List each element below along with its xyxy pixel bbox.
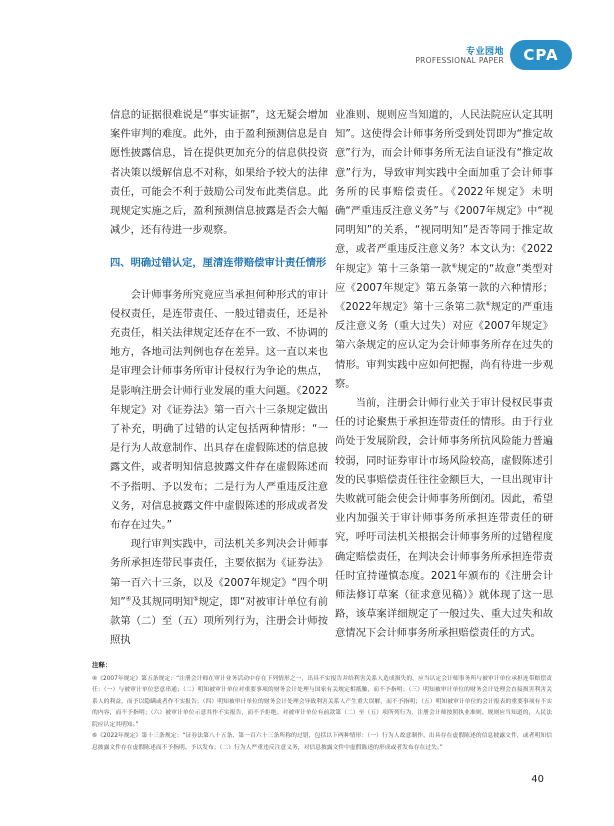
page-number: 40 <box>531 774 544 785</box>
column-title-en: PROFESSIONAL PAPER <box>415 56 504 65</box>
footnote-ref: ⑥ <box>451 262 458 270</box>
paragraph-text: 业准则、规则应当知道的，人民法院应认定其明知”。这使得会计师事务所受到处罚即为“推定故意”行为，而会计师事务所无法自证没有“推定故意”行为，导致审判实践中全面加重了会计师事务所的民事赔偿责任。《2022年规定》未明确“严重违反注意义务”与《2007年规定》中“视同明知”的关系，“视同明知”是否等同于推定故意，或者严重违反注意义务？本文认为：《2022年规定》第十三条第一款 <box>335 109 553 275</box>
journal-logo: CPA <box>510 40 572 70</box>
footnote-ref: ⑤ <box>193 595 199 603</box>
section-heading: 四、明确过错认定，厘清连带赔偿审计责任情形 <box>110 257 327 270</box>
page-header <box>354 40 614 76</box>
paragraph-text: 现行审判实践中，司法机关多判决会计师事务所承担连带民事责任，主要依据为《证券法》第一百六十三条，以及《2007年规定》“四个明知” <box>110 538 328 608</box>
footnotes <box>92 660 552 754</box>
left-column <box>110 106 328 650</box>
column-title-zh: 专业园地 <box>465 47 504 57</box>
right-column <box>335 106 553 644</box>
footnote: ⑥《2022年规定》第十三条规定：“证券法第八十五条、第一百六十三条所称的过错，包括以下两种情形：（一）行为人故意制作、出具存在虚假陈述的信息披露文件，或者明知信息披露文件存在虚假陈述而不予指明、予以发布；（二）行为人严重违反注意义务，对信息披露文件中虚假陈述的形成或者发布存在过失。” <box>92 733 552 751</box>
footnote-ref: ⑥ <box>485 300 491 308</box>
footnote-ref: ④ <box>125 595 132 603</box>
paragraph <box>110 535 328 650</box>
paragraph-text: 规定的严重违反注意义务（重大过失）对应《2007年规定》第六条规定的应认定为会计师事务所存在过失的情形。审判实践中应如何把握，尚有待进一步观察。 <box>335 301 553 390</box>
paragraph-text: 及其规同明知 <box>131 595 194 608</box>
paragraph: 会计师事务所究竟应当承担何种形式的审计侵权责任，是连带责任、一般过错责任，还是补充责任，相关法律规定还存在不一致、不协调的地方，各地司法判例也存在差异。这一直以来也是审理会计师事务所审计侵权行为争论的焦点，是影响注册会计师行业发展的重大问题。《2022年规定》对《证券法》第一百六十三条规定做出了补充，明确了过错的认定包括两种情形：“一是行为人故意制作、出具存在虚假陈述的信息披露文件，或者明知信息披露文件存在虚假陈述而不予指明、予以发布；二是行为人严重违反注意义务，对信息披露文件中虚假陈述的形成或者发布存在过失。” <box>110 288 328 532</box>
paragraph-text: 规定，即“对被审计单位有前款第（二）至（五）项所列行为，注册会计师按照执 <box>110 595 328 647</box>
footnote: ④《2007年规定》第五条规定：“注册会计师在审计业务活动中存在下列情形之一，出具不实报告并给利害关系人造成损失的，应当认定会计师事务所与被审计单位承担连带赔偿责任：（一）与被审计单位恶意串通；（二）明知被审计单位对重要事项的财务会计处理与国家有关规定相抵触，而不予指明；（三）明知被审计单位的财务会计处理会直接损害利害关系人的利益，而予以隐瞒或者作不实报告；（四）明知被审计单位的财务会计处理会导致利害关系人产生重大误解，而不予指明；（五）明知被审计单位的会计报表的重要事项有不实的内容，而不予指明；（六）被审计单位示意其作不实报告，而不予拒绝。对被审计单位有前款第（二）至（五）项所列行为，注册会计师按照执业准则、规则应当知道的，人民法院应认定其明知。” <box>92 675 552 728</box>
paragraph <box>335 106 553 394</box>
footnotes-title: 注释： <box>92 661 112 669</box>
paragraph-text: 规定的“故意”类型对应《2007年规定》第五条第一款的六种情形；《2022年规定》第十三条第二款 <box>335 262 554 314</box>
paragraph: 当前，注册会计师行业关于审计侵权民事责任的讨论聚焦于承担连带责任的情形。由于行业尚处于发展阶段，会计师事务所抗风险能力普遍较弱，同时证券审计市场风险较高，虚假陈述引发的民事赔偿责任往往金额巨大，一旦出现审计失败就可能会使会计师事务所倒闭。因此，希望业内加强关于审计师事务所承担连带责任的研究，呼吁司法机关根据会计师事务所的过错程度确定赔偿责任，在判决会计师事务所承担连带责任时宜持谨慎态度。2021年颁布的《注册会计师法修订草案（征求意见稿）》就体现了这一思路，该草案详细规定了一般过失、重大过失和故意情况下会计师事务所承担赔偿责任的方式。 <box>335 397 553 640</box>
paragraph: 信息的证据很难说是“事实证据”，这无疑会增加案件审判的难度。此外，由于盈利预测信息是自愿性披露信息，旨在提供更加充分的信息供投资者决策以缓解信息不对称，如果给予较大的法律责任，可能会不利于鼓励公司发布此类信息。此现规定实施之后，盈利预测信息披露是否会大幅减少，还有待进一步观察。 <box>110 109 328 237</box>
